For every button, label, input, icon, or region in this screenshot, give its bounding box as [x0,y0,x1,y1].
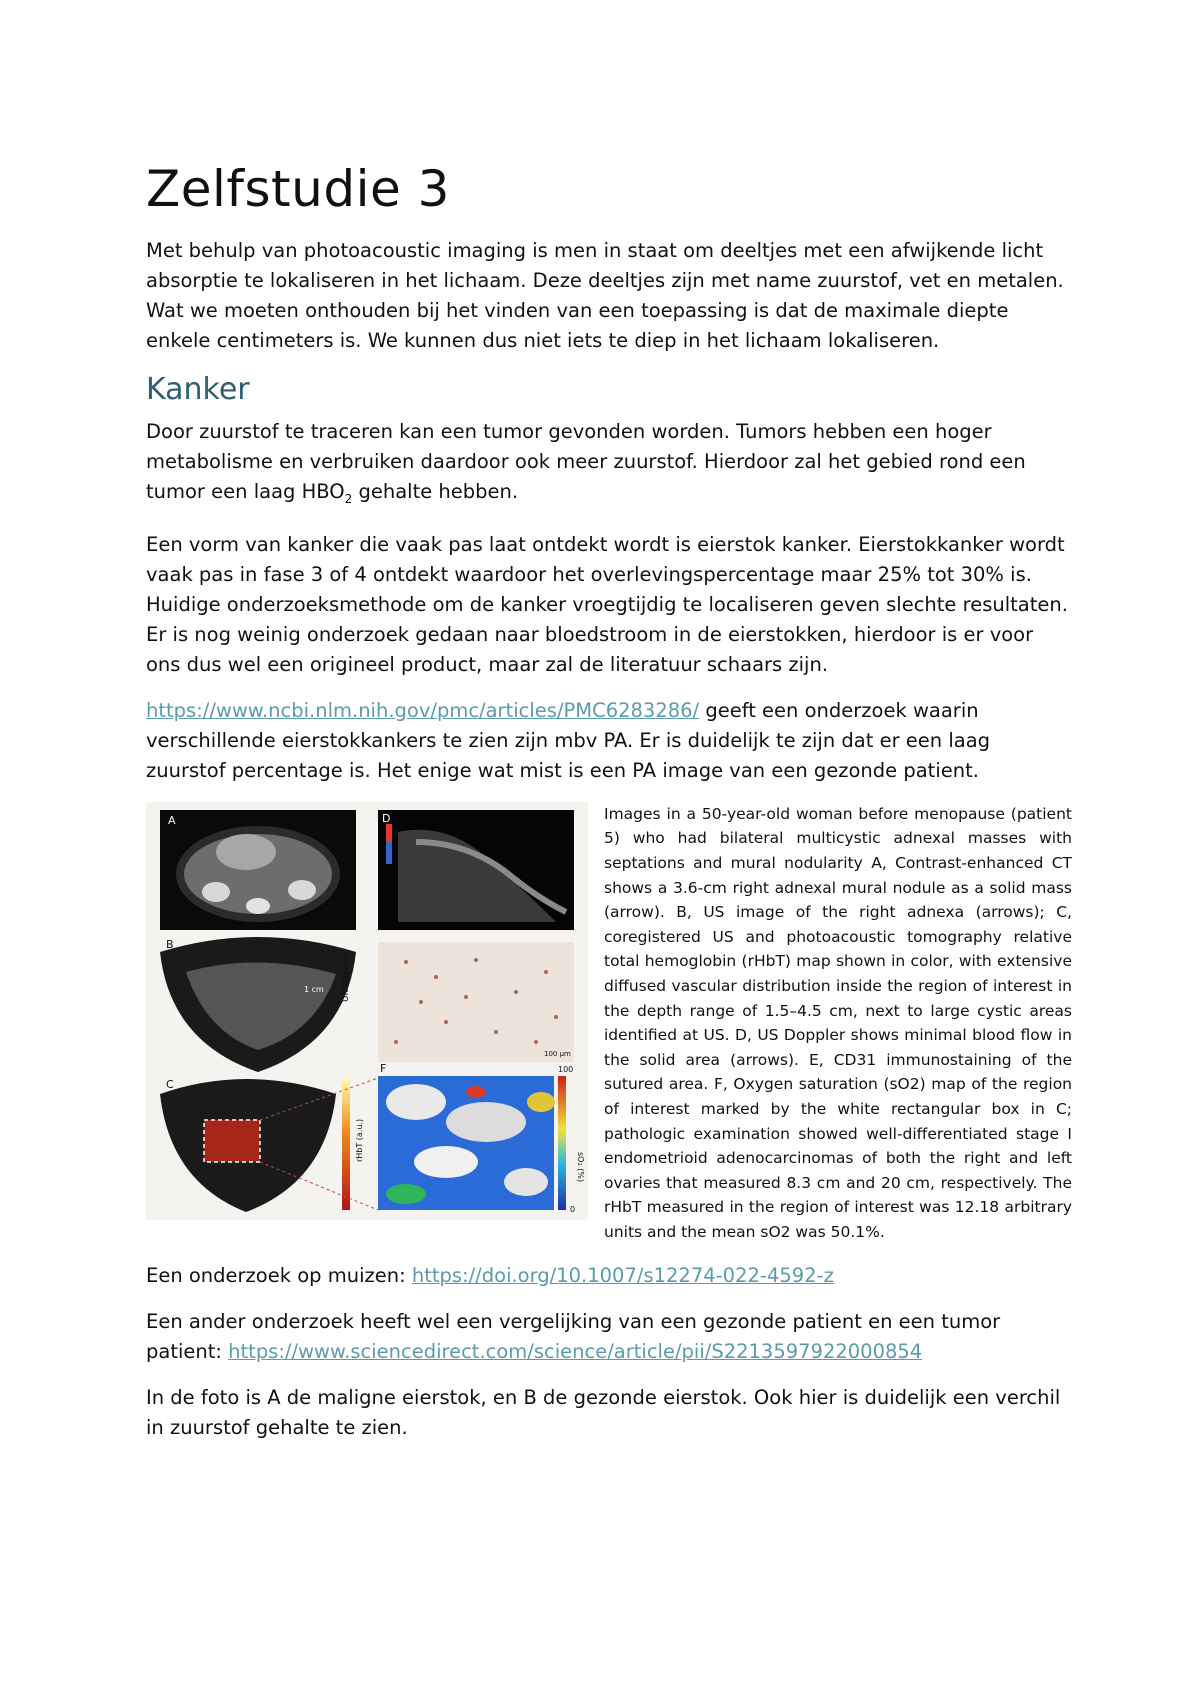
medical-figure [146,802,588,1220]
paragraph-tumor-end: gehalte hebben. [352,480,519,503]
panel-label-d: D [382,811,391,825]
f-top-label: 100 [558,1064,574,1074]
paragraph-tumor-text: Door zuurstof te traceren kan een tumor gevonden worden. Tumors hebben een hoger metabolisme en verbruiken daardoor ook meer zuurstof. Hierdoor zal het gebied rond een tumor een laag HBO [146,420,1026,503]
figure-caption: Images in a 50-year-old woman before menopause (patient 5) who had bilateral multicystic adnexal masses with septations and mural nodularity A, Contrast-enhanced CT shows a 3.6-cm right adnexal mural nodule as a solid mass (arrow). B, US image of the right adnexa (arrows); C, coregistered US and photoacoustic tomography relative total hemoglobin (rHbT) map shown in color, with extensive diffused vascular distribution inside the region of interest in the depth range of 1.5–4.5 cm, next to large cystic areas identified at US. D, US Doppler shows minimal blood flow in the solid area (arrows). E, CD31 immunostaining of the sutured area. F, Oxygen saturation (sO2) map of the region of interest marked by the white rectangular box in C; pathologic examination showed well-differentiated stage I endometrioid adenocarcinomas of both the right and left ovaries that measured 8.3 cm and 20 cm, respectively. The rHbT measured in the region of interest was 12.18 arbitrary units and the mean sO2 was 50.1%. [604,804,1072,1241]
f-bottom-label: 0 [570,1204,576,1214]
paragraph-vergelijking-text: Een ander onderzoek heeft wel een vergelijking van een gezonde patient en een tumor patient: [146,1309,1001,1363]
panel-label-f: F [380,1061,387,1075]
paragraph-vergelijking [146,1307,1072,1367]
figure-block [146,802,1072,1261]
ncbi-link[interactable]: https://www.ncbi.nlm.nih.gov/pmc/articles/PMC6283286/ [146,698,700,722]
paragraph-tumor [146,417,1072,514]
panel-label-b: B [166,937,174,951]
section-heading-kanker: Kanker [146,372,250,407]
panel-label-c: C [166,1077,174,1091]
b-scale-label: 1 cm [304,984,324,994]
subscript-2: 2 [344,491,353,506]
panel-label-a: A [168,813,176,827]
intro-paragraph: Met behulp van photoacoustic imaging is men in staat om deeltjes met een afwijkende licht absorptie te lokaliseren in het lichaam. Deze deeltjes zijn met name zuurstof, vet en metalen. Wat we moeten onthouden bij het vinden van een toepassing is dat de maximale diepte enkele centimeters is. We kunnen dus niet iets te diep in het lichaam lokaliseren. [146,239,1064,352]
c-axis-label: rHbT (a.u.) [355,1118,364,1162]
panel-a-ct-image [160,810,356,930]
f-axis-label: sO₂ (%) [576,1151,585,1182]
page-title: Zelfstudie 3 [146,160,450,218]
doi-link[interactable]: https://doi.org/10.1007/s12274-022-4592-z [411,1263,834,1287]
b-side-label: Ultrasound [341,952,351,1002]
e-scale-label: 100 µm [544,1049,571,1058]
paragraph-muizen [146,1261,1072,1291]
paragraph-muizen-text: Een onderzoek op muizen: [146,1263,412,1287]
panel-e-histology-image [378,942,574,1062]
figure-image [146,802,588,1220]
panel-d-doppler-image [378,810,574,930]
sciencedirect-link[interactable]: https://www.sciencedirect.com/science/article/pii/S2213597922000854 [228,1339,923,1363]
paragraph-ovarian-cancer: Een vorm van kanker die vaak pas laat ontdekt wordt is eierstok kanker. Eierstokkanker wordt vaak pas in fase 3 of 4 ontdekt waardoor het overlevingspercentage maar 25% tot 30% is. Huidige onderzoeksmethode om de kanker vroegtijdig te localiseren geven slechte resultaten. Er is nog weinig onderzoek gedaan naar bloedstroom in de eierstokken, hierdoor is er voor ons dus wel een origineel product, maar zal de literatuur schaars zijn. [146,532,1068,676]
paragraph-foto: In de foto is A de maligne eierstok, en B de gezonde eierstok. Ook hier is duidelijk een verchil in zuurstof gehalte te zien. [146,1385,1061,1439]
paragraph-ncbi-text: geeft een onderzoek waarin verschillende eierstokkankers te zien zijn mbv PA. Er is duidelijk te zijn dat er een laag zuurstof percentage is. Het enige wat mist is een PA image van een gezonde patient. [146,698,991,782]
paragraph-ncbi [146,696,1072,786]
